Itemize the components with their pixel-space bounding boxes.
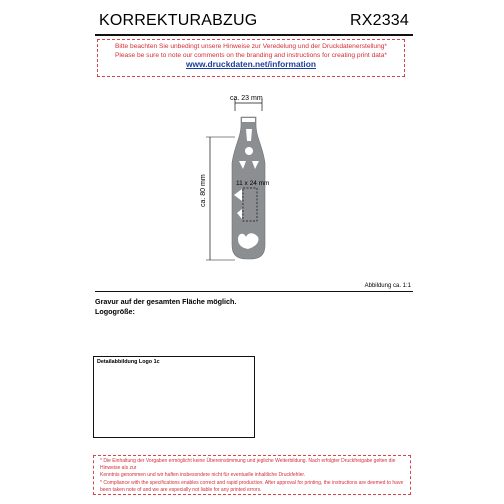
information-link[interactable]: www.druckdaten.net/information [186, 59, 316, 69]
disclaimer-line-1: * Die Einhaltung der Vorgaben ermöglicht keine Übereinstimmung und jegliche Weiterbildung. Nach erfolgter Druckfreigabe gelten die Hinweise als zur [100, 458, 396, 472]
logo-detail-box [93, 356, 255, 438]
product-drawing [190, 95, 310, 275]
print-area-label: 11 x 24 mm [236, 180, 270, 187]
disclaimer-box [93, 455, 411, 495]
print-data-notice [97, 39, 405, 77]
hole-cutout [245, 147, 253, 155]
header-divider [95, 34, 413, 36]
neck-cutout [246, 129, 252, 141]
logo-detail-label: Detailabbildung Logo 1c [97, 359, 160, 365]
article-number: RX2334 [349, 12, 409, 29]
engraving-text: Gravur auf der gesamten Fläche möglich. [95, 297, 237, 306]
disclaimer-line-3: * Compliance with the specifications enables correct and rapid production. After approval for printing, the instructions are deemed to have [100, 479, 404, 486]
logo-size-label: Logogröße: [95, 306, 135, 316]
scale-divider [95, 291, 413, 292]
document-title: KORREKTURABZUG [99, 12, 258, 29]
width-label: ca. 23 mm [230, 95, 263, 102]
notice-german: Bitte beachten Sie unbedingt unsere Hinweise zur Veredelung und der Druckdatenerstellung* [115, 43, 387, 50]
scale-label: Abbildung ca. 1:1 [364, 283, 411, 289]
height-label: ca. 80 mm [200, 174, 207, 207]
notice-english: Please be sure to note our comments on the branding and instructions for creating print data* [115, 52, 387, 59]
engraving-info [95, 297, 236, 316]
bottle-cap-slot [242, 118, 255, 122]
disclaimer-line-2: Kenntnis genommen und wir haften insbesondere nicht für eventuelle inhaltliche Druckfehler. [100, 472, 306, 479]
disclaimer-line-4: been taken note of and we are especially not liable for any printed errors. [100, 486, 262, 493]
